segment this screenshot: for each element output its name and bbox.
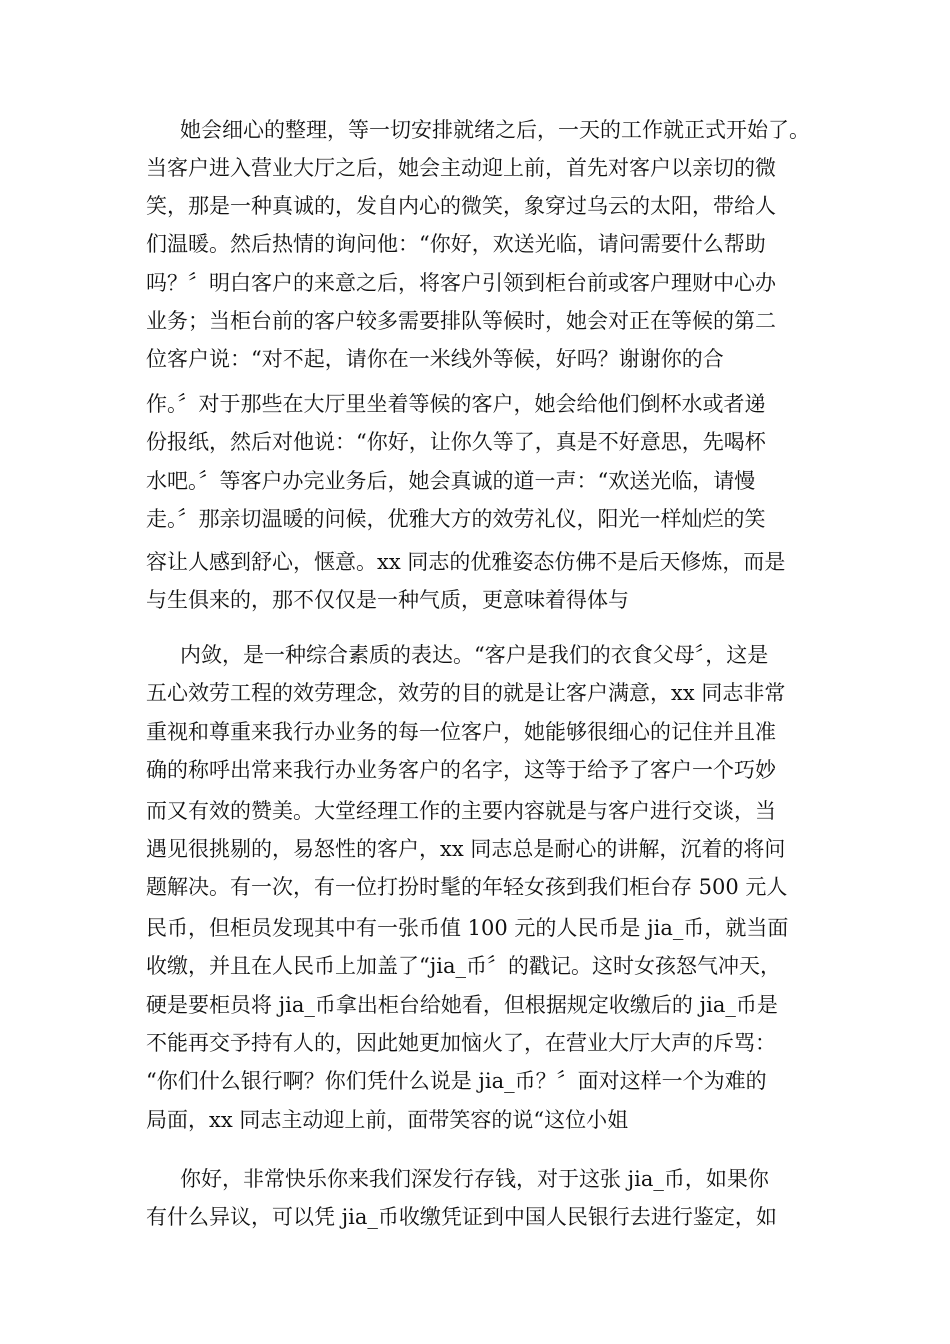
text-line: 确的称呼出常来我行办业务客户的名字，这等于给予了客户一个巧妙 bbox=[146, 758, 776, 782]
text-line: 容让人感到舒心，惬意。xx 同志的优雅姿态仿佛不是后天修炼，而是 bbox=[146, 550, 786, 574]
text-line: 五心效劳工程的效劳理念，效劳的目的就是让客户满意，xx 同志非常 bbox=[146, 681, 786, 705]
text-line: 走。〞那亲切温暖的问候，优雅大方的效劳礼仪，阳光一样灿烂的笑 bbox=[146, 507, 766, 531]
text-line: 硬是要柜员将 jia_币拿出柜台给她看，但根据规定收缴后的 jia_币是 bbox=[146, 993, 778, 1017]
text-line: 重视和尊重来我行办业务的每一位客户，她能够很细心的记住并且准 bbox=[146, 720, 776, 744]
text-line: 局面，xx 同志主动迎上前，面带笑容的说“这位小姐 bbox=[146, 1108, 629, 1132]
text-line: 位客户说：“对不起，请你在一米线外等候，好吗？谢谢你的合 bbox=[146, 347, 724, 371]
text-line: 们温暖。然后热情的询问他：“你好，欢送光临，请问需要什么帮助 bbox=[146, 232, 766, 256]
text-line: 份报纸，然后对他说：“你好，让你久等了，真是不好意思，先喝杯 bbox=[146, 430, 766, 454]
text-line: 民币，但柜员发现其中有一张币值 100 元的人民币是 jia_币，就当面 bbox=[146, 916, 789, 940]
text-line: 笑，那是一种真诚的，发自内心的微笑，象穿过乌云的太阳，带给人 bbox=[146, 194, 776, 218]
text-line: 水吧。〞等客户办完业务后，她会真诚的道一声：“欢送光临，请慢 bbox=[146, 469, 756, 493]
text-line: 她会细心的整理，等一切安排就绪之后，一天的工作就正式开始了。 bbox=[180, 118, 810, 142]
text-line: 业务；当柜台前的客户较多需要排队等候时，她会对正在等候的第二 bbox=[146, 309, 776, 333]
text-line: 有什么异议，可以凭 jia_币收缴凭证到中国人民银行去进行鉴定，如 bbox=[146, 1205, 777, 1229]
text-line: 与生俱来的，那不仅仅是一种气质，更意味着得体与 bbox=[146, 588, 629, 612]
text-line: 当客户进入营业大厅之后，她会主动迎上前，首先对客户以亲切的微 bbox=[146, 156, 776, 180]
text-line: “你们什么银行啊？你们凭什么说是 jia_币？〞面对这样一个为难的 bbox=[146, 1069, 767, 1093]
text-line: 内敛，是一种综合素质的表达。“客户是我们的衣食父母〞，这是 bbox=[180, 643, 769, 667]
text-line: 题解决。有一次，有一位打扮时髦的年轻女孩到我们柜台存 500 元人 bbox=[146, 875, 788, 899]
text-line: 而又有效的赞美。大堂经理工作的主要内容就是与客户进行交谈，当 bbox=[146, 799, 776, 823]
text-line: 不能再交予持有人的，因此她更加恼火了，在营业大厅大声的斥骂： bbox=[146, 1031, 776, 1055]
text-line: 你好，非常快乐你来我们深发行存钱，对于这张 jia_币，如果你 bbox=[180, 1167, 769, 1191]
text-line: 作。〞对于那些在大厅里坐着等候的客户，她会给他们倒杯水或者递 bbox=[146, 392, 766, 416]
text-line: 吗？〞明白客户的来意之后，将客户引领到柜台前或客户理财中心办 bbox=[146, 271, 776, 295]
text-line: 遇见很挑剔的，易怒性的客户，xx 同志总是耐心的讲解，沉着的将问 bbox=[146, 837, 786, 861]
text-line: 收缴，并且在人民币上加盖了“jia_币〞的戳记。这时女孩怒气冲天， bbox=[146, 954, 781, 978]
